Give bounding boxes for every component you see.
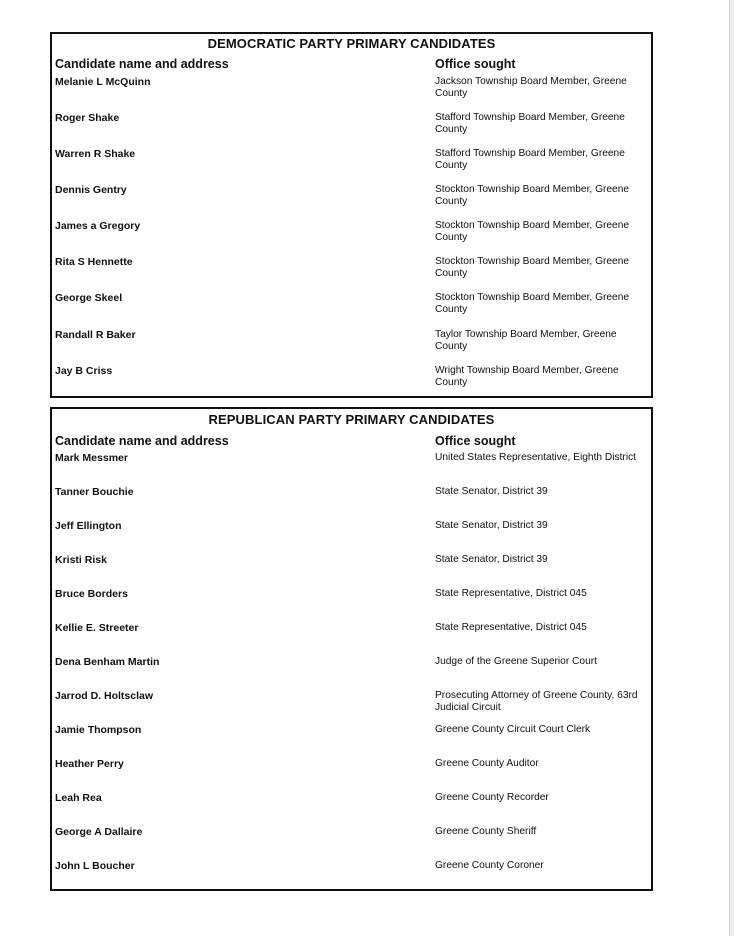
office-sought: United States Representative, Eighth District <box>435 452 637 463</box>
democratic-candidate-column-header: Candidate name and address <box>55 57 229 71</box>
democratic-office-column-header: Office sought <box>435 57 516 71</box>
candidate-name: Melanie L McQuinn <box>55 76 151 88</box>
candidate-name: Jay B Criss <box>55 365 113 377</box>
office-sought: Jackson Township Board Member, Greene County <box>435 76 627 99</box>
candidate-name: John L Boucher <box>55 860 135 872</box>
candidate-name: Jamie Thompson <box>55 724 142 736</box>
office-sought: State Representative, District 045 <box>435 588 587 599</box>
candidate-name: Leah Rea <box>55 792 102 804</box>
office-sought: Stafford Township Board Member, Greene County <box>435 112 625 135</box>
office-sought: State Senator, District 39 <box>435 486 548 497</box>
office-sought: Stockton Township Board Member, Greene County <box>435 184 630 207</box>
candidate-name: Dennis Gentry <box>55 184 127 196</box>
office-sought: State Representative, District 045 <box>435 622 587 633</box>
office-sought: Wright Township Board Member, Greene County <box>435 365 619 388</box>
office-sought: Taylor Township Board Member, Greene County <box>435 329 617 352</box>
republican-candidate-column-header: Candidate name and address <box>55 434 229 448</box>
office-sought: Greene County Circuit Court Clerk <box>435 724 591 735</box>
republican-section-title: REPUBLICAN PARTY PRIMARY CANDIDATES <box>208 412 495 427</box>
candidate-name: Heather Perry <box>55 758 124 770</box>
candidate-name: Warren R Shake <box>55 148 136 160</box>
candidate-name: Mark Messmer <box>55 452 128 464</box>
office-sought: Greene County Auditor <box>435 758 539 769</box>
office-sought: Prosecuting Attorney of Greene County, 63rd Judicial Circuit <box>435 690 638 713</box>
office-sought: Greene County Recorder <box>435 792 549 803</box>
candidate-name: Kellie E. Streeter <box>55 622 139 634</box>
candidate-name: Kristi Risk <box>55 554 107 566</box>
office-sought: Stockton Township Board Member, Greene County <box>435 220 630 243</box>
office-sought: State Senator, District 39 <box>435 520 548 531</box>
candidate-name: Jeff Ellington <box>55 520 122 532</box>
page-edge <box>729 0 734 936</box>
candidate-name: Dena Benham Martin <box>55 656 160 668</box>
republican-candidates-section <box>50 407 653 891</box>
democratic-candidates-section <box>50 32 653 398</box>
office-sought: State Senator, District 39 <box>435 554 548 565</box>
office-sought: Greene County Coroner <box>435 860 544 871</box>
office-sought: Stafford Township Board Member, Greene County <box>435 148 625 171</box>
candidate-name: Jarrod D. Holtsclaw <box>55 690 154 702</box>
candidate-name: Tanner Bouchie <box>55 486 134 498</box>
office-sought: Judge of the Greene Superior Court <box>435 656 597 667</box>
office-sought: Greene County Sheriff <box>435 826 537 837</box>
candidate-name: Roger Shake <box>55 112 120 124</box>
candidate-name: George A Dallaire <box>55 826 143 838</box>
office-sought: Stockton Township Board Member, Greene County <box>435 292 630 315</box>
candidate-name: Randall R Baker <box>55 329 136 341</box>
candidate-name: Bruce Borders <box>55 588 128 600</box>
candidate-name: James a Gregory <box>55 220 141 232</box>
candidate-name: Rita S Hennette <box>55 256 133 268</box>
democratic-section-title: DEMOCRATIC PARTY PRIMARY CANDIDATES <box>207 36 496 51</box>
republican-office-column-header: Office sought <box>435 434 516 448</box>
candidate-name: George Skeel <box>55 292 123 304</box>
office-sought: Stockton Township Board Member, Greene County <box>435 256 630 279</box>
